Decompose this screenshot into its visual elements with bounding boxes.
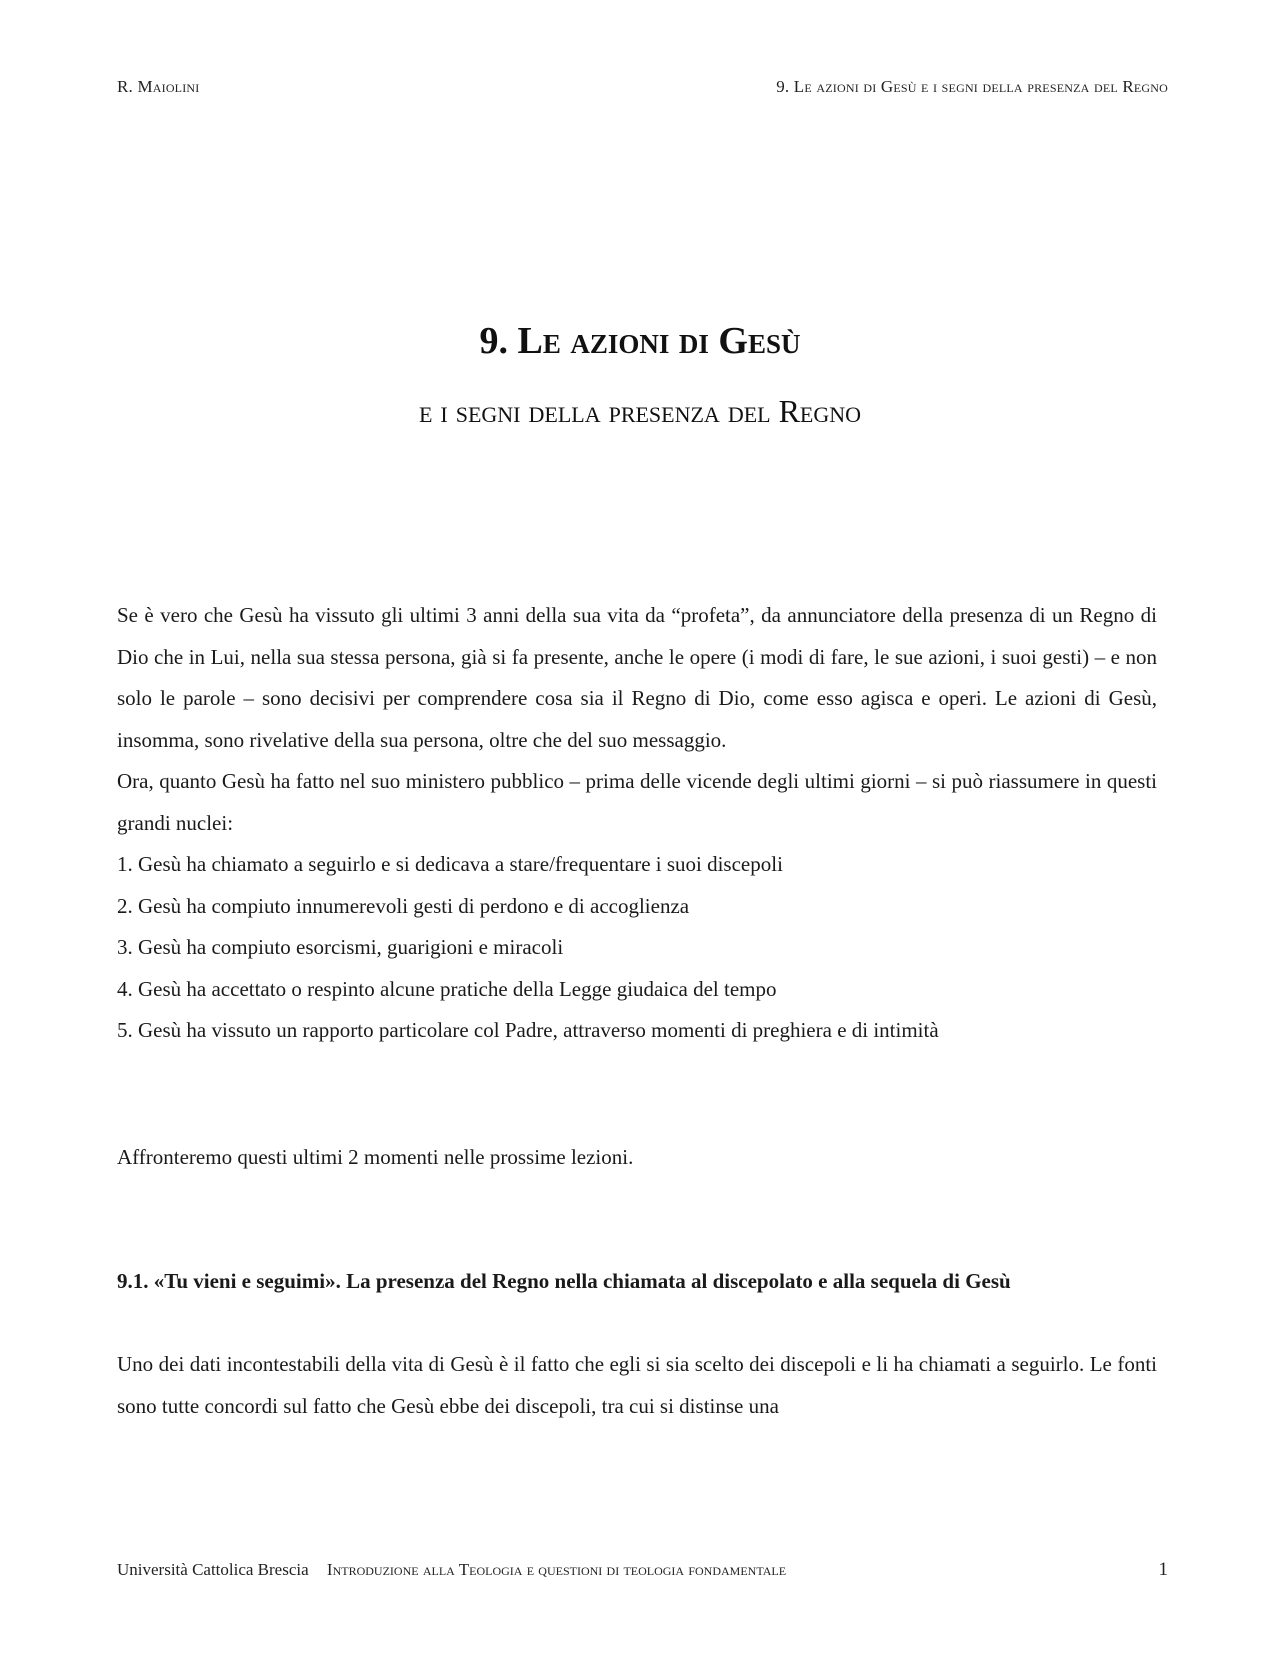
list-item: 1. Gesù ha chiamato a seguirlo e si dedicava a stare/frequentare i suoi discepoli (117, 852, 783, 876)
nuclei-list (117, 844, 1157, 1052)
section-heading-block (117, 1261, 1157, 1303)
footer-left (117, 1559, 786, 1581)
section-paragraph: Uno dei dati incontestabili della vita di Gesù è il fatto che egli si sia scelto dei discepoli e li ha chiamati a seguirlo. Le fonti sono tutte concordi sul fatto che Gesù ebbe dei discepoli, tra cui si distinse una (117, 1352, 1157, 1418)
list-item: 2. Gesù ha compiuto innumerevoli gesti di perdono e di accoglienza (117, 893, 690, 918)
list-item: 3. Gesù ha compiuto esorcismi, guarigioni e miracoli (117, 935, 564, 959)
running-footer (117, 1559, 1168, 1581)
footer-institution: Università Cattolica Brescia (117, 1560, 309, 1579)
list-item: 5. Gesù ha vissuto un rapporto particolare col Padre, attraverso momenti di preghiera e di intimità (117, 1018, 939, 1042)
header-chapter: 9. Le azioni di Gesù e i segni della presenza del Regno (776, 77, 1168, 96)
footer-course: Introduzione alla Teologia e questioni di teologia fondamentale (326, 1560, 787, 1579)
chapter-title-line-2: e i segni della presenza del Regno (418, 393, 862, 429)
intro-paragraph-2: Ora, quanto Gesù ha fatto nel suo ministero pubblico – prima delle vicende degli ultimi giorni – si può riassumere in questi grandi nuclei: (117, 769, 1157, 835)
chapter-title-line-1: 9. Le azioni di Gesù (479, 320, 801, 362)
intro-block (117, 595, 1157, 1052)
running-header (117, 76, 1168, 98)
section-heading: 9.1. «Tu vieni e seguimi». La presenza del Regno nella chiamata al discepolato e alla sequela di Gesù (117, 1269, 1011, 1293)
intro-paragraph-1: Se è vero che Gesù ha vissuto gli ultimi 3 anni della sua vita da “profeta”, da annunciatore della presenza di un Regno di Dio che in Lui, nella sua stessa persona, già si fa presente, anche le opere (i modi di fare, le sue azioni, i suoi gesti) – e non solo le parole – sono decisivi per comprendere cosa sia il Regno di Dio, come esso agisca e operi. Le azioni di Gesù, insomma, sono rivelative della sua persona, oltre che del suo messaggio. (117, 603, 1157, 752)
section-body-block (117, 1344, 1157, 1427)
page-number: 1 (1158, 1559, 1168, 1580)
closing-paragraph: Affronteremo questi ultimi 2 momenti nelle prossime lezioni. (117, 1145, 634, 1169)
closing-block (117, 1137, 1157, 1179)
header-author: R. Maiolini (117, 77, 200, 96)
list-item: 4. Gesù ha accettato o respinto alcune pratiche della Legge giudaica del tempo (117, 976, 777, 1001)
